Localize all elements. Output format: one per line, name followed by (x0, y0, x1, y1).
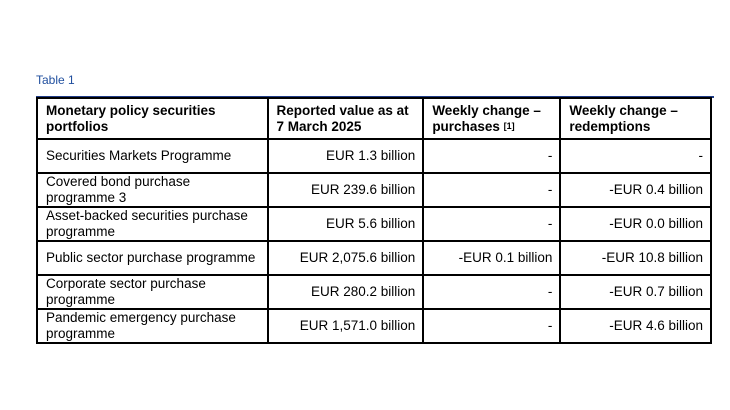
header-weekly-redemptions: Weekly change – redemptions (560, 98, 711, 139)
cell-reported-value: EUR 280.2 billion (268, 275, 424, 309)
cell-reported-value: EUR 1,571.0 billion (268, 309, 424, 343)
table-row (37, 139, 711, 173)
table-row (37, 207, 711, 241)
cell-redemptions: -EUR 4.6 billion (560, 309, 711, 343)
table-header-row (37, 98, 711, 139)
cell-portfolio: Pandemic emergency purchase programme (37, 309, 268, 343)
cell-reported-value: EUR 239.6 billion (268, 173, 424, 207)
cell-portfolio: Corporate sector purchase programme (37, 275, 268, 309)
cell-reported-value: EUR 5.6 billion (268, 207, 424, 241)
cell-purchases: - (423, 309, 560, 343)
cell-reported-value: EUR 2,075.6 billion (268, 241, 424, 275)
cell-purchases: - (423, 139, 560, 173)
header-weekly-purchases (423, 98, 560, 139)
cell-reported-value: EUR 1.3 billion (268, 139, 424, 173)
table-caption: Table 1 (36, 73, 75, 87)
table-row (37, 241, 711, 275)
table-row (37, 173, 711, 207)
footnote-reference[interactable]: [1] (503, 120, 515, 131)
cell-portfolio: Covered bond purchase programme 3 (37, 173, 268, 207)
cell-redemptions: -EUR 0.0 billion (560, 207, 711, 241)
cell-redemptions: -EUR 0.7 billion (560, 275, 711, 309)
cell-redemptions: -EUR 0.4 billion (560, 173, 711, 207)
cell-redemptions: -EUR 10.8 billion (560, 241, 711, 275)
table-row (37, 275, 711, 309)
header-portfolio: Monetary policy securities portfolios (37, 98, 268, 139)
cell-purchases: -EUR 0.1 billion (423, 241, 560, 275)
header-weekly-purchases-label: Weekly change – purchases (432, 102, 541, 134)
cell-purchases: - (423, 173, 560, 207)
cell-purchases: - (423, 275, 560, 309)
cell-purchases: - (423, 207, 560, 241)
cell-redemptions: - (560, 139, 711, 173)
cell-portfolio: Public sector purchase programme (37, 241, 268, 275)
securities-portfolio-table (36, 97, 712, 344)
cell-portfolio: Asset-backed securities purchase programme (37, 207, 268, 241)
cell-portfolio: Securities Markets Programme (37, 139, 268, 173)
header-reported-value: Reported value as at 7 March 2025 (268, 98, 424, 139)
table-row (37, 309, 711, 343)
